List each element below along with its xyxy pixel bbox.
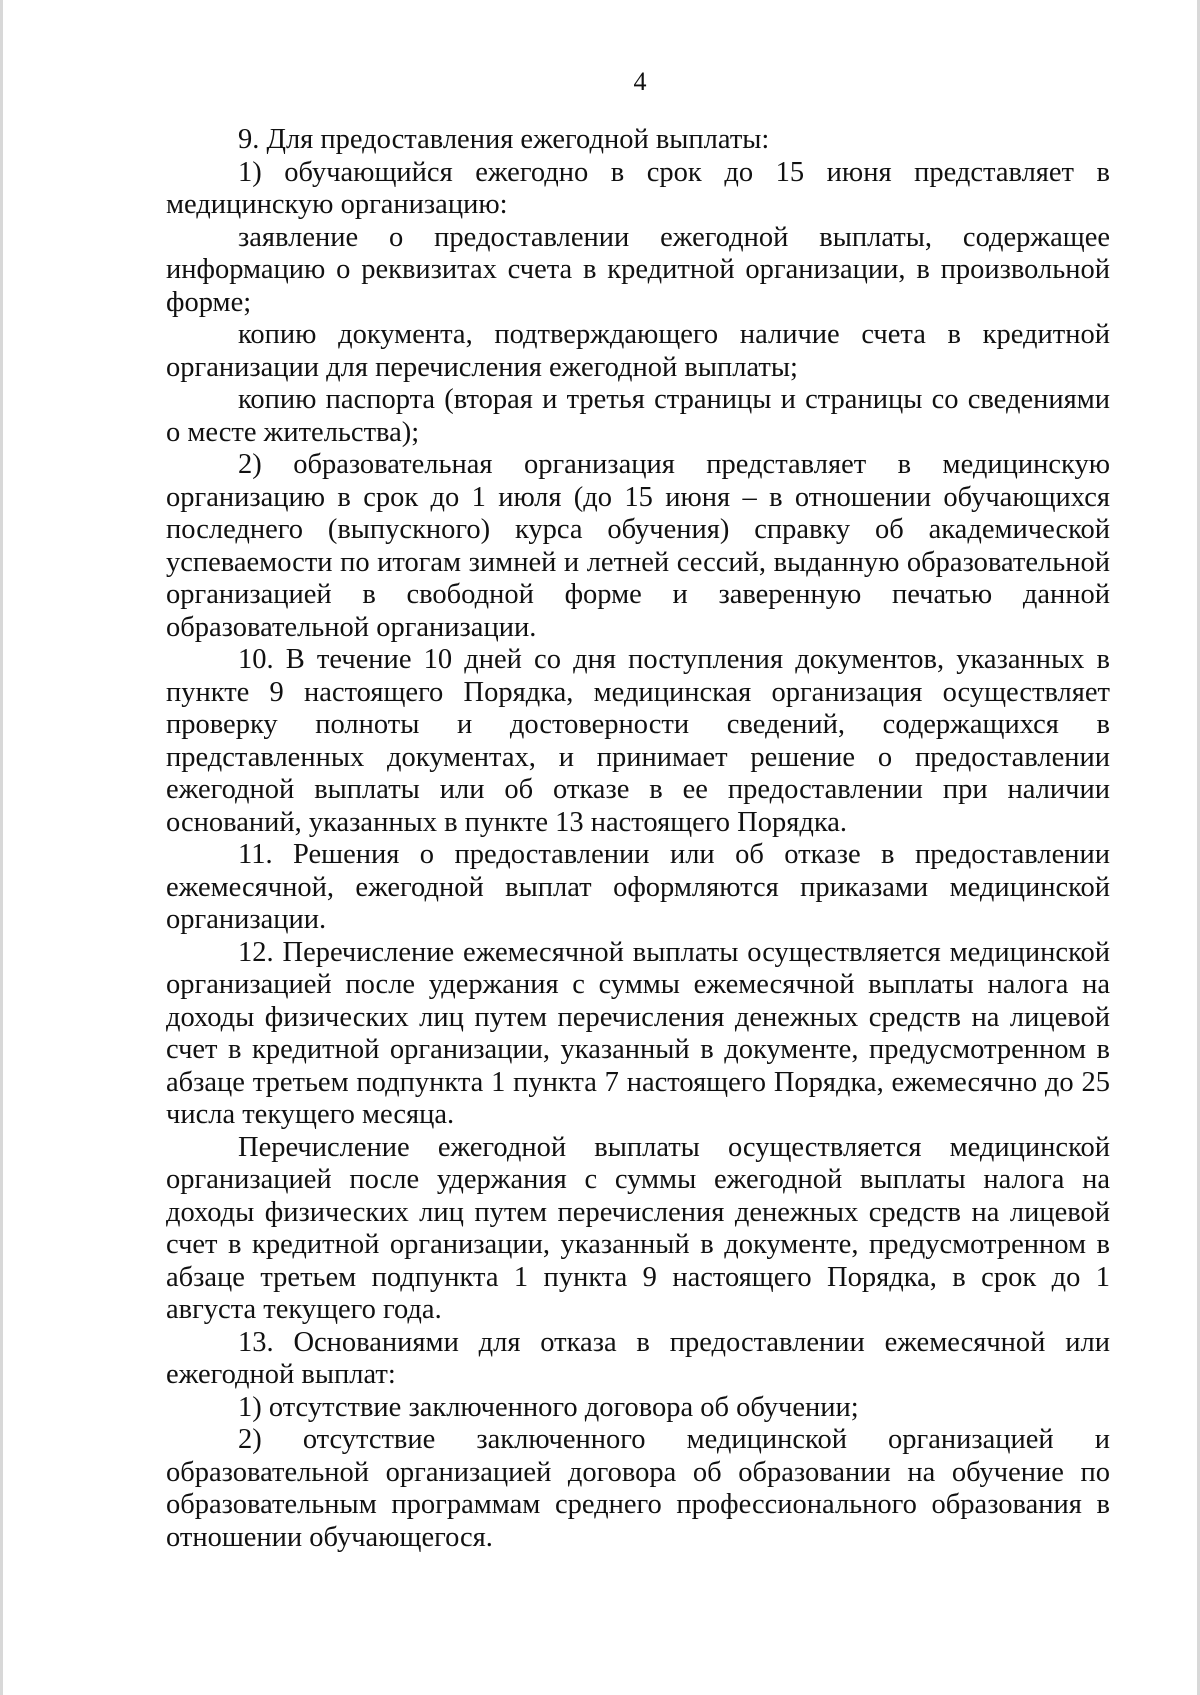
paragraph-9-item-2: 2) образовательная организация представляет в медицинскую организацию в срок до 1 июля (до 15 июня – в отношении обучающихся последнего (выпускного) курса обучения) справку об академической успеваемости по итогам зимней и летней сессий, выданную образовательной организацией в свободной форме и заверенную печатью данной образовательной организации. xyxy=(166,449,1110,643)
paragraph-9-account-copy: копию документа, подтверждающего наличие счета в кредитной организации для перечисления ежегодной выплаты; xyxy=(166,319,1110,383)
scan-edge-left xyxy=(0,0,3,1695)
paragraph-13-item-1: 1) отсутствие заключенного договора об обучении; xyxy=(238,1391,859,1423)
paragraph-9-application: заявление о предоставлении ежегодной выплаты, содержащее информацию о реквизитах счета в кредитной организации, в произвольной форме; xyxy=(166,221,1110,318)
paragraph-13-heading: 13. Основаниями для отказа в предоставлении ежемесячной или ежегодной выплат: xyxy=(166,1326,1110,1390)
document-body xyxy=(166,124,1110,1554)
paragraph-10: 10. В течение 10 дней со дня поступления документов, указанных в пункте 9 настоящего Порядка, медицинская организация осуществляет проверку полноты и достоверности сведений, содержащихся в представленных документах, и принимает решение о предоставлении ежегодной выплаты или об отказе в ее предоставлении при наличии оснований, указанных в пункте 13 настоящего Порядка. xyxy=(166,644,1110,838)
paragraph-9-item-1: 1) обучающийся ежегодно в срок до 15 июня представляет в медицинскую организацию: xyxy=(166,156,1110,220)
paragraph-9-passport-copy: копию паспорта (вторая и третья страницы и страницы со сведениями о месте жительства); xyxy=(166,384,1110,448)
paragraph-9-heading: 9. Для предоставления ежегодной выплаты: xyxy=(238,124,770,155)
paragraph-11: 11. Решения о предоставлении или об отказе в предоставлении ежемесячной, ежегодной выплат оформляются приказами медицинской организации. xyxy=(166,839,1110,935)
paragraph-12: 12. Перечисление ежемесячной выплаты осуществляется медицинской организацией после удержания с суммы ежемесячной выплаты налога на доходы физических лиц путем перечисления денежных средств на лицевой счет в кредитной организации, указанный в документе, предусмотренном в абзаце третьем подпункта 1 пункта 7 настоящего Порядка, ежемесячно до 25 числа текущего месяца. xyxy=(166,936,1110,1130)
paragraph-12-annual: Перечисление ежегодной выплаты осуществляется медицинской организацией после удержания с суммы ежегодной выплаты налога на доходы физических лиц путем перечисления денежных средств на лицевой счет в кредитной организации, указанный в документе, предусмотренном в абзаце третьем подпункта 1 пункта 9 настоящего Порядка, в срок до 1 августа текущего года. xyxy=(166,1131,1110,1325)
paragraph-13-item-2: 2) отсутствие заключенного медицинской организацией и образовательной организацией договора об образовании на обучение по образовательным программам среднего профессионального образования в отношении обучающегося. xyxy=(166,1424,1110,1553)
page-number: 4 xyxy=(633,67,647,96)
